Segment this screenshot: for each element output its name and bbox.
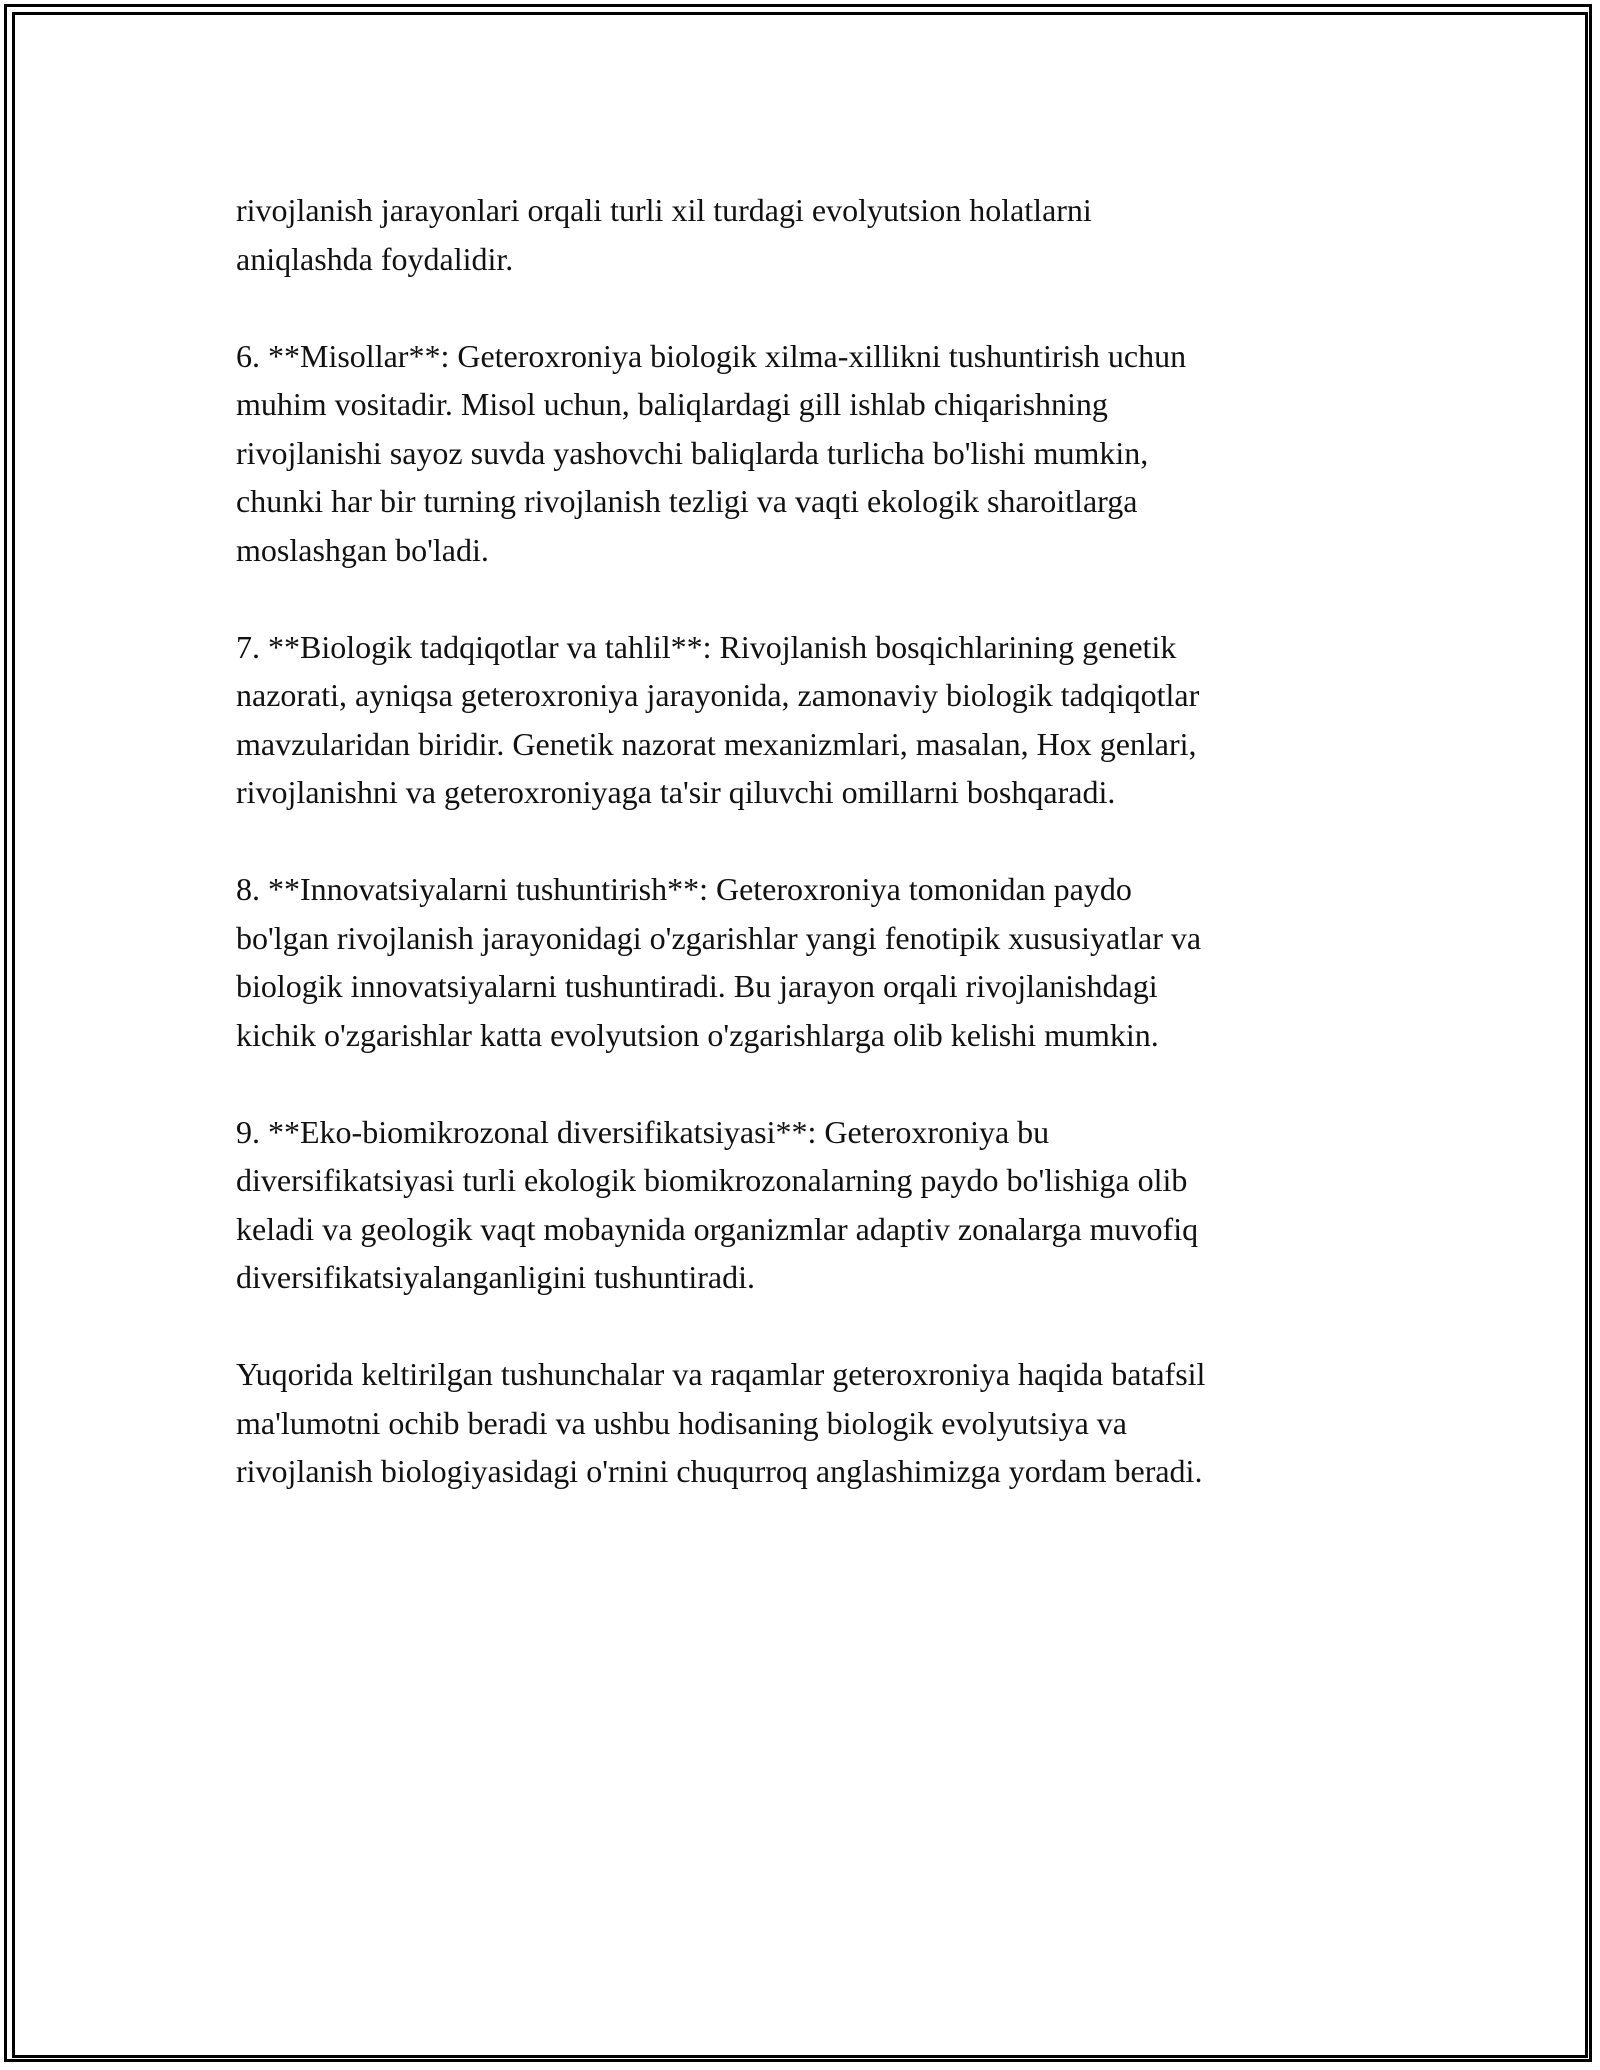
paragraph-7-biologik-tadqiqotlar: 7. **Biologik tadqiqotlar va tahlil**: Rivojlanish bosqichlarining genetik nazorati, ayniqsa geteroxroniya jarayonida, zamonaviy biologik tadqiqotlar mavzularidan biridir. Genetik nazorat mexanizmlari, masalan, Hox genlari, rivojlanishni va geteroxroniyaga ta'sir qiluvchi omillarni boshqaradi. [236,628,1200,810]
document-body [236,186,1366,1544]
paragraph-continuation: rivojlanish jarayonlari orqali turli xil turdagi evolyutsion holatlarni aniqlashda foydalidir. [236,192,1092,277]
paragraph-9-eko-biomikrozonal: 9. **Eko-biomikrozonal diversifikatsiyasi**: Geteroxroniya bu diversifikatsiyasi turli ekologik biomikrozonalarning paydo bo'lishiga olib keladi va geologik vaqt mobaynida organizmlar adaptiv zonalarga muvofiq diversifikatsiyalanganligini tushuntiradi. [236,1113,1199,1295]
paragraph-8-innovatsiyalar: 8. **Innovatsiyalarni tushuntirish**: Geteroxroniya tomonidan paydo bo'lgan rivojlanish jarayonidagi o'zgarishlar yangi fenotipik xususiyatlar va biologik innovatsiyalarni tushuntiradi. Bu jarayon orqali rivojlanishdagi kichik o'zgarishlar katta evolyutsion o'zgarishlarga olib kelishi mumkin. [236,871,1202,1053]
paragraph-conclusion: Yuqorida keltirilgan tushunchalar va raqamlar geteroxroniya haqida batafsil ma'lumotni ochib beradi va ushbu hodisaning biologik evolyutsiya va rivojlanish biologiyasidagi o'rnini chuqurroq anglashimizga yordam beradi. [236,1356,1206,1489]
paragraph-6-misollar: 6. **Misollar**: Geteroxroniya biologik xilma-xillikni tushuntirish uchun muhim vositadir. Misol uchun, baliqlardagi gill ishlab chiqarishning rivojlanishi sayoz suvda yashovchi baliqlarda turlicha bo'lishi mumkin, chunki har bir turning rivojlanish tezligi va vaqti ekologik sharoitlarga moslashgan bo'ladi. [236,337,1187,568]
